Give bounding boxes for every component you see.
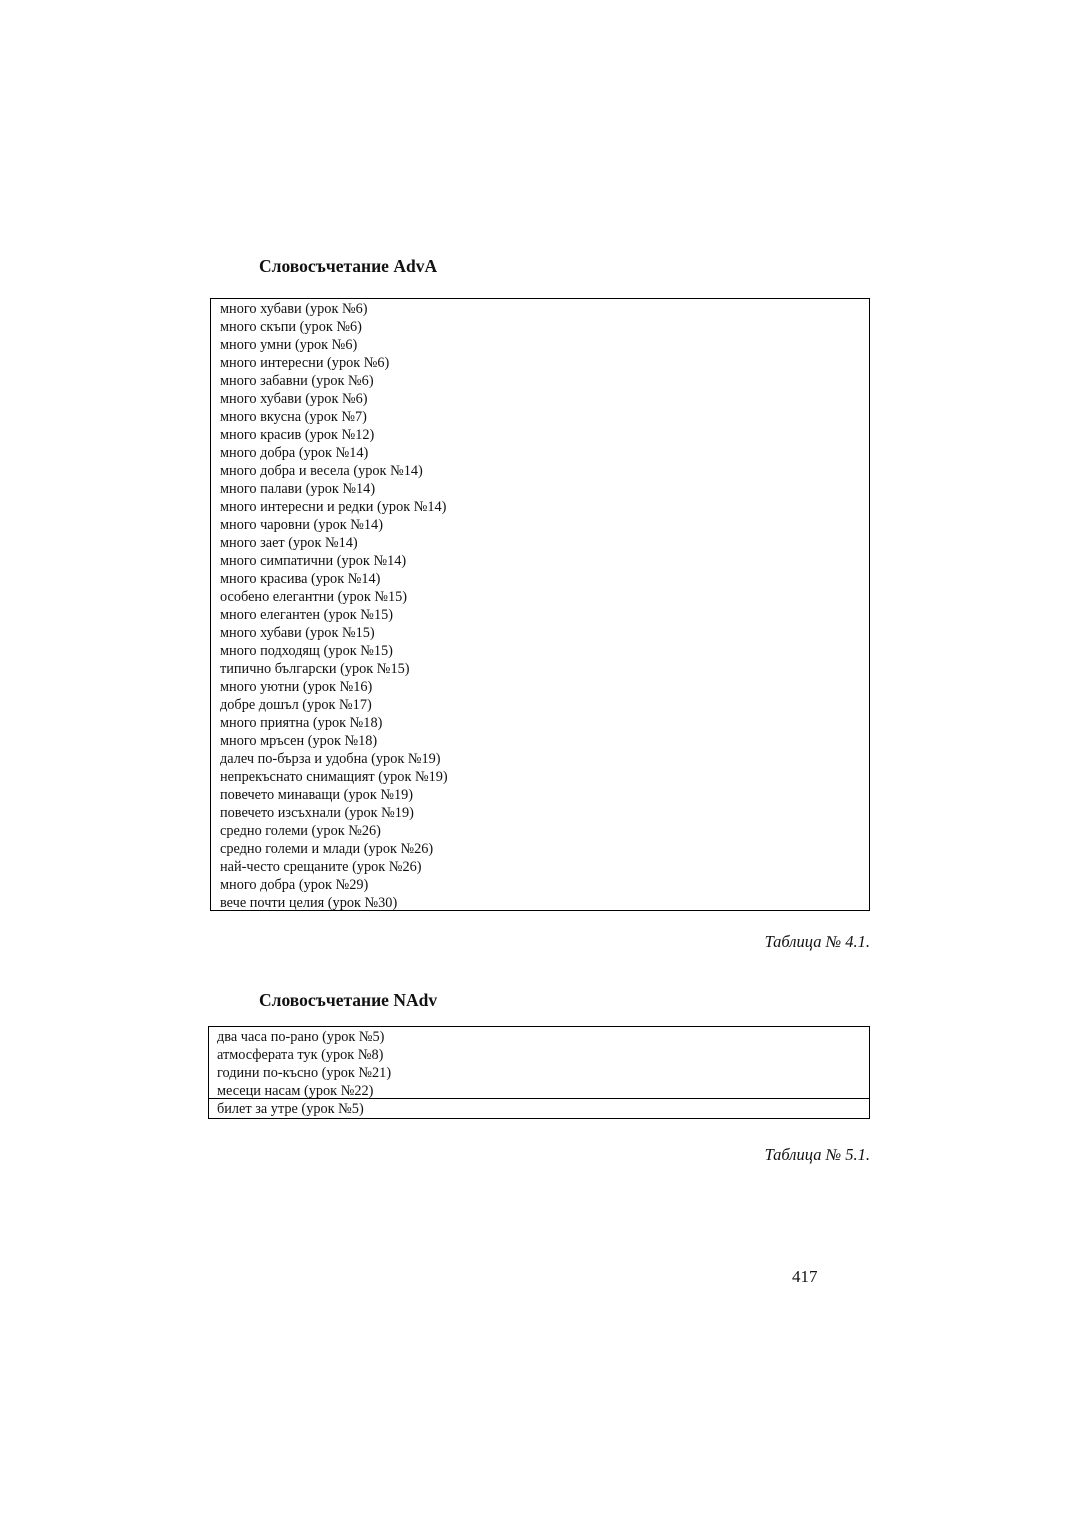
table-row: добре дошъл (урок №17) [220,697,372,713]
table-row: особено елегантни (урок №15) [220,589,408,605]
table-row: най-често срещаните (урок №26) [220,859,422,875]
table-row: много красив (урок №12) [220,427,375,443]
section-heading-nadv: Словосъчетание NAdv [259,990,438,1010]
table-row: много хубави (урок №6) [220,301,368,317]
table-row: средно големи и млади (урок №26) [220,841,434,857]
table-row: непрекъснато снимащият (урок №19) [220,769,448,785]
table-row: много добра (урок №29) [220,877,369,893]
table-row: много добра (урок №14) [220,445,369,461]
table-row: много подходящ (урок №15) [220,643,393,659]
table-row: много интересни и редки (урок №14) [220,499,447,515]
nadv-table [208,1026,870,1119]
table-row: атмосферата тук (урок №8) [217,1047,384,1063]
table-row: много уютни (урок №16) [220,679,373,695]
nadv-table-group [209,1027,869,1099]
table-row: много приятна (урок №18) [220,715,383,731]
table-row: много хубави (урок №15) [220,625,375,641]
table-row: средно големи (урок №26) [220,823,381,839]
table-row: много чаровни (урок №14) [220,517,383,533]
table-row: много интересни (урок №6) [220,355,390,371]
table-row: много палави (урок №14) [220,481,376,497]
table-row: повечето изсъхнали (урок №19) [220,805,414,821]
table-row: години по-късно (урок №21) [217,1065,392,1081]
page-number: 417 [792,1267,818,1286]
table-caption-5-1: Таблица № 5.1. [764,1145,870,1164]
section-heading-adva: Словосъчетание AdvA [259,256,438,276]
table-row: много добра и весела (урок №14) [220,463,423,479]
table-row: месеци насам (урок №22) [217,1083,374,1099]
table-row: много елегантен (урок №15) [220,607,394,623]
table-row: много хубави (урок №6) [220,391,368,407]
table-row: типично български (урок №15) [220,661,410,677]
table-row: два часа по-рано (урок №5) [217,1029,385,1045]
adva-table [210,298,870,911]
table-row: далеч по-бърза и удобна (урок №19) [220,751,441,767]
table-row: много забавни (урок №6) [220,373,374,389]
table-row: много симпатични (урок №14) [220,553,407,569]
table-row: билет за утре (урок №5) [217,1101,364,1117]
table-row: много скъпи (урок №6) [220,319,362,335]
table-row: повечето минаващи (урок №19) [220,787,414,803]
table-caption-4-1: Таблица № 4.1. [764,932,870,951]
table-row: много зает (урок №14) [220,535,358,551]
table-row: много умни (урок №6) [220,337,358,353]
table-row: много красива (урок №14) [220,571,381,587]
table-row: много вкусна (урок №7) [220,409,367,425]
table-row: много мръсен (урок №18) [220,733,378,749]
table-row: вече почти целия (урок №30) [220,895,398,911]
